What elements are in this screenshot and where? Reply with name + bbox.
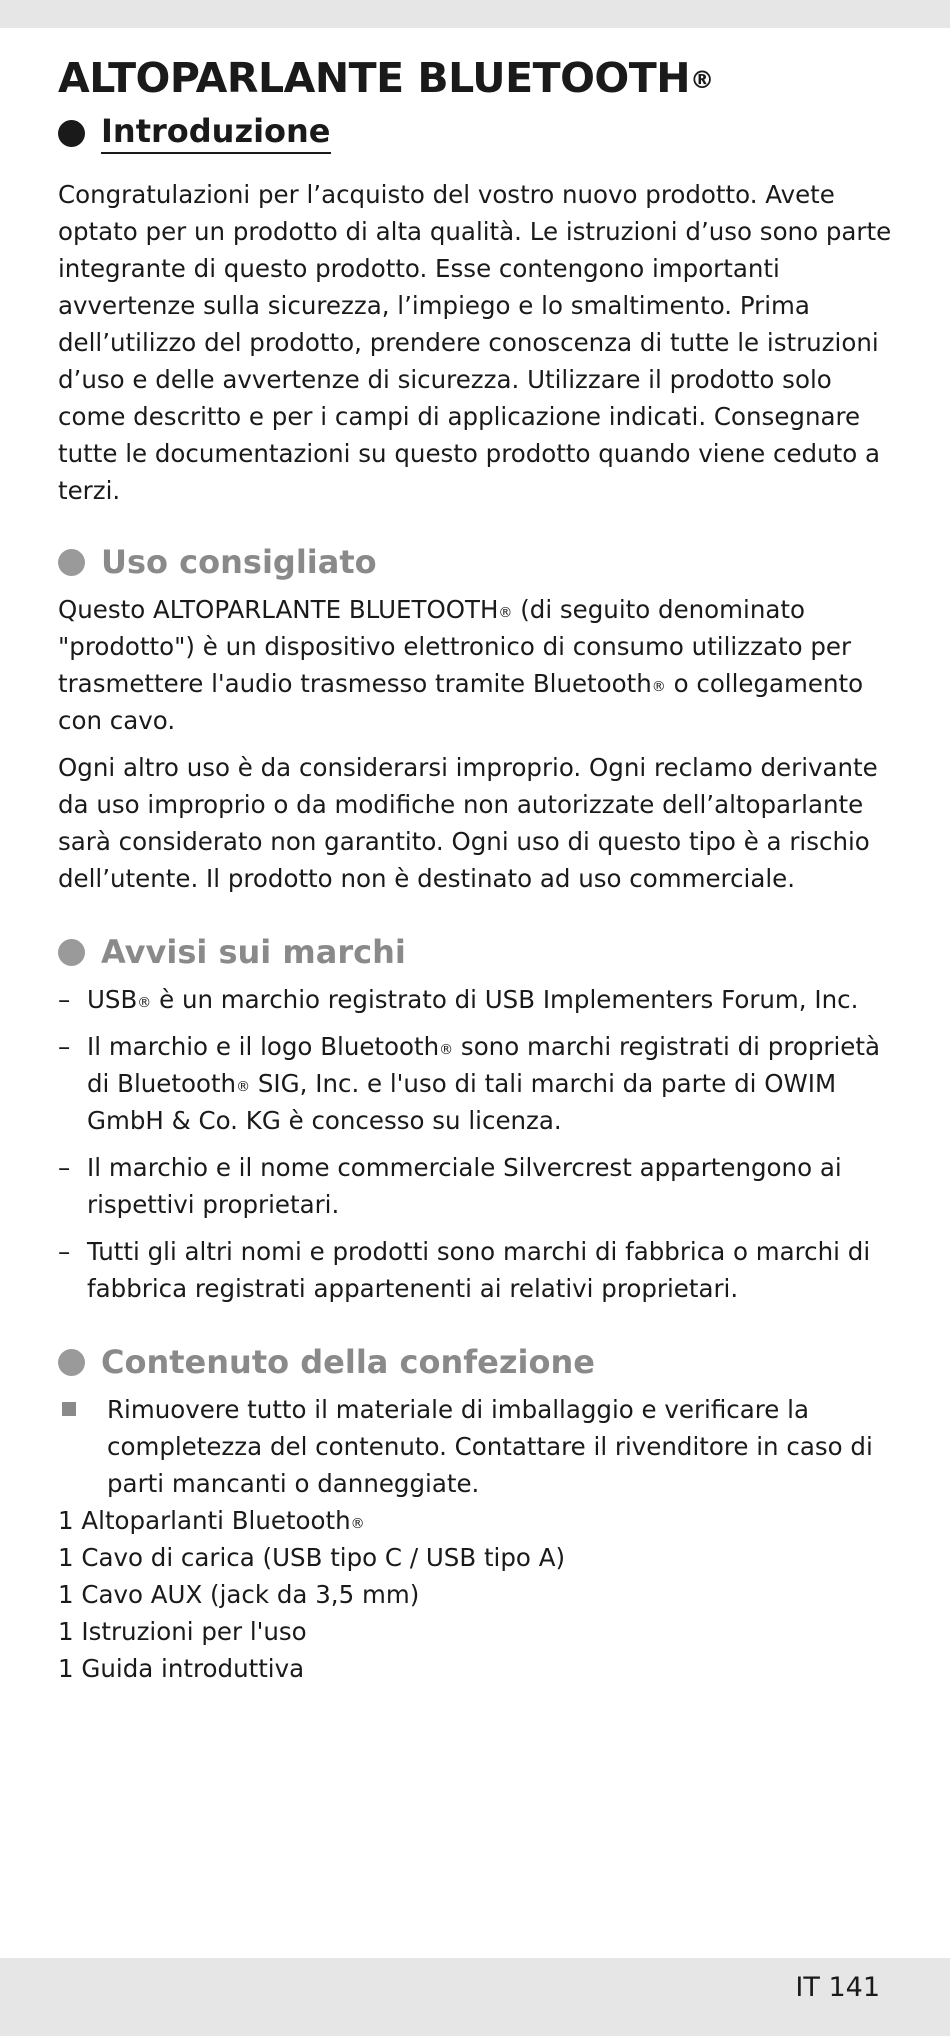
list-item [58,1576,898,1613]
bullet-icon [58,549,85,576]
registered-mark: ® [350,1516,365,1532]
section-heading-uso-consigliato [58,543,898,581]
item-text: Il marchio e il logo Bluetooth [87,1032,440,1061]
section-heading-label: Contenuto della confezione [101,1343,595,1381]
page-number: IT 141 [795,1972,880,2003]
list-item [58,981,898,1018]
title-registered-mark: ® [690,66,714,94]
instruction-text: Rimuovere tutto il materiale di imballaggio e verificare la completezza del contenuto. Contattare il rivenditore in caso di parti mancanti o danneggiate. [107,1395,873,1498]
list-item [58,1539,898,1576]
section-heading-avvisi-sui-marchi [58,933,898,971]
item-text: USB [87,985,138,1014]
dash-marker: – [58,1237,71,1266]
dash-marker: – [58,985,71,1014]
section-heading-label: Introduzione [101,112,331,154]
section-heading-introduzione [58,112,898,154]
bullet-icon [58,939,85,966]
list-item [58,1650,898,1687]
list-item [58,1233,898,1307]
item-text: 1 Cavo AUX (jack da 3,5 mm) [58,1580,420,1609]
dash-marker: – [58,1153,71,1182]
instruction-step [58,1391,898,1502]
item-text: Il marchio e il nome commerciale Silvercrest appartengono ai rispettivi proprietari. [87,1153,842,1219]
uso-p1-text-c: o collegamento con cavo. [58,669,864,735]
registered-mark: ® [439,1042,454,1058]
uso-paragraph-2: Ogni altro uso è da considerarsi improprio. Ogni reclamo derivante da uso improprio o da modifiche non autorizzate dell’altoparlante sarà considerato non garantito. Ogni uso di questo tipo è a rischio dell’utente. Il prodotto non è destinato ad uso commerciale. [58,753,878,893]
item-text: è un marchio registrato di USB Implementers Forum, Inc. [151,985,859,1014]
uso-p1-text-b: (di seguito denominato "prodotto") è un dispositivo elettronico di consumo utilizzato per trasmettere l'audio trasmesso tramite Bluetooth [58,595,852,698]
bullet-icon [58,1349,85,1376]
dash-marker: – [58,1032,71,1061]
registered-mark: ® [137,995,152,1011]
square-bullet-icon [62,1402,76,1416]
list-item [58,1149,898,1223]
uso-p1-text-a: Questo ALTOPARLANTE BLUETOOTH [58,595,499,624]
top-margin-band [0,0,950,28]
item-text: 1 Altoparlanti Bluetooth [58,1506,351,1535]
page-content [58,50,898,1687]
introduzione-body: Congratulazioni per l’acquisto del vostro nuovo prodotto. Avete optato per un prodotto di alta qualità. Le istruzioni d’uso sono parte integrante di questo prodotto. Esse contengono importanti avvertenze sulla sicurezza, l’impiego e lo smaltimento. Prima dell’utilizzo del prodotto, prendere conoscenza di tutte le istruzioni d’uso e delle avvertenze di sicurezza. Utilizzare il prodotto solo come descritto e per i campi di applicazione indicati. Consegnare tutte le documentazioni su questo prodotto quando viene ceduto a terzi. [58,180,892,505]
document-title [58,50,898,106]
item-text: 1 Guida introduttiva [58,1654,305,1683]
list-item [58,1613,898,1650]
registered-mark: ® [236,1079,251,1095]
uso-paragraph-1 [58,591,898,739]
section-heading-label: Avvisi sui marchi [101,933,406,971]
section-heading-label: Uso consigliato [101,543,377,581]
title-text: ALTOPARLANTE BLUETOOTH [58,54,691,102]
bullet-icon [58,120,85,147]
item-text: 1 Istruzioni per l'uso [58,1617,307,1646]
package-contents-list [58,1502,898,1687]
list-item [58,1502,898,1539]
registered-mark: ® [498,605,513,621]
registered-mark: ® [651,679,666,695]
trademark-list [58,981,898,1307]
section-heading-contenuto [58,1343,898,1381]
list-item [58,1028,898,1139]
item-text: SIG, Inc. e l'uso di tali marchi da parte di OWIM GmbH & Co. KG è concesso su licenza. [87,1069,837,1135]
item-text: Tutti gli altri nomi e prodotti sono marchi di fabbrica o marchi di fabbrica registrati appartenenti ai relativi proprietari. [87,1237,871,1303]
item-text: 1 Cavo di carica (USB tipo C / USB tipo A) [58,1543,566,1572]
item-text: sono marchi registrati di proprietà di Bluetooth [87,1032,880,1098]
